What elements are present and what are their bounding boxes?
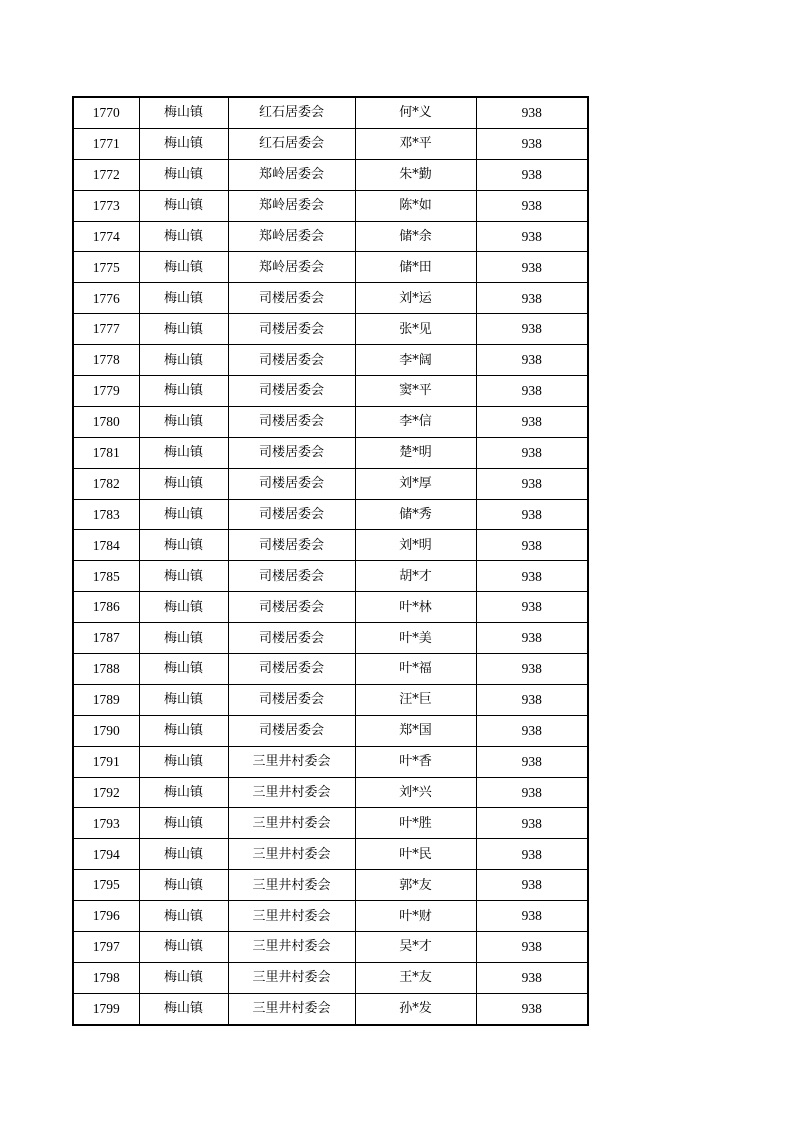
cell-serial-number: 1774 [73, 221, 139, 252]
cell-serial-number: 1796 [73, 901, 139, 932]
cell-serial-number: 1799 [73, 993, 139, 1024]
cell-person-name: 储*余 [355, 221, 476, 252]
cell-serial-number: 1778 [73, 345, 139, 376]
cell-person-name: 叶*财 [355, 901, 476, 932]
cell-town: 梅山镇 [139, 406, 228, 437]
cell-serial-number: 1776 [73, 283, 139, 314]
cell-town: 梅山镇 [139, 190, 228, 221]
cell-committee: 司楼居委会 [228, 468, 355, 499]
cell-amount: 938 [476, 190, 588, 221]
cell-amount: 938 [476, 715, 588, 746]
cell-person-name: 郑*国 [355, 715, 476, 746]
cell-person-name: 叶*香 [355, 746, 476, 777]
cell-amount: 938 [476, 592, 588, 623]
cell-person-name: 储*秀 [355, 499, 476, 530]
cell-person-name: 叶*胜 [355, 808, 476, 839]
cell-town: 梅山镇 [139, 870, 228, 901]
cell-person-name: 汪*巨 [355, 684, 476, 715]
cell-committee: 红石居委会 [228, 128, 355, 159]
cell-amount: 938 [476, 839, 588, 870]
cell-committee: 三里井村委会 [228, 962, 355, 993]
cell-committee: 司楼居委会 [228, 623, 355, 654]
cell-person-name: 吴*才 [355, 932, 476, 963]
cell-serial-number: 1780 [73, 406, 139, 437]
table-row [73, 808, 588, 839]
cell-committee: 三里井村委会 [228, 993, 355, 1024]
cell-amount: 938 [476, 932, 588, 963]
table-row [73, 221, 588, 252]
table-row [73, 932, 588, 963]
cell-committee: 三里井村委会 [228, 839, 355, 870]
cell-serial-number: 1770 [73, 97, 139, 128]
cell-town: 梅山镇 [139, 746, 228, 777]
cell-person-name: 刘*厚 [355, 468, 476, 499]
cell-committee: 司楼居委会 [228, 314, 355, 345]
cell-person-name: 叶*民 [355, 839, 476, 870]
table-row [73, 376, 588, 407]
cell-committee: 三里井村委会 [228, 901, 355, 932]
cell-committee: 司楼居委会 [228, 499, 355, 530]
cell-serial-number: 1773 [73, 190, 139, 221]
table-row [73, 252, 588, 283]
beneficiary-table [72, 96, 589, 1026]
cell-amount: 938 [476, 376, 588, 407]
cell-amount: 938 [476, 252, 588, 283]
cell-person-name: 陈*如 [355, 190, 476, 221]
cell-serial-number: 1790 [73, 715, 139, 746]
table-row [73, 715, 588, 746]
cell-serial-number: 1779 [73, 376, 139, 407]
cell-town: 梅山镇 [139, 623, 228, 654]
cell-committee: 郑岭居委会 [228, 221, 355, 252]
table-row [73, 314, 588, 345]
cell-person-name: 孙*发 [355, 993, 476, 1024]
cell-committee: 郑岭居委会 [228, 159, 355, 190]
cell-town: 梅山镇 [139, 221, 228, 252]
cell-town: 梅山镇 [139, 932, 228, 963]
table-row [73, 623, 588, 654]
cell-amount: 938 [476, 437, 588, 468]
cell-committee: 司楼居委会 [228, 561, 355, 592]
cell-committee: 司楼居委会 [228, 345, 355, 376]
cell-amount: 938 [476, 468, 588, 499]
cell-person-name: 张*见 [355, 314, 476, 345]
cell-town: 梅山镇 [139, 654, 228, 685]
table-row [73, 128, 588, 159]
cell-serial-number: 1782 [73, 468, 139, 499]
cell-town: 梅山镇 [139, 159, 228, 190]
cell-town: 梅山镇 [139, 345, 228, 376]
cell-committee: 司楼居委会 [228, 592, 355, 623]
cell-town: 梅山镇 [139, 561, 228, 592]
cell-amount: 938 [476, 746, 588, 777]
cell-person-name: 王*友 [355, 962, 476, 993]
cell-committee: 三里井村委会 [228, 932, 355, 963]
table-row [73, 592, 588, 623]
cell-town: 梅山镇 [139, 530, 228, 561]
cell-amount: 938 [476, 561, 588, 592]
cell-person-name: 何*义 [355, 97, 476, 128]
cell-person-name: 储*田 [355, 252, 476, 283]
cell-committee: 红石居委会 [228, 97, 355, 128]
cell-person-name: 李*信 [355, 406, 476, 437]
cell-amount: 938 [476, 221, 588, 252]
cell-committee: 三里井村委会 [228, 870, 355, 901]
cell-person-name: 窦*平 [355, 376, 476, 407]
table-row [73, 870, 588, 901]
table-row [73, 159, 588, 190]
cell-town: 梅山镇 [139, 715, 228, 746]
cell-amount: 938 [476, 777, 588, 808]
cell-serial-number: 1785 [73, 561, 139, 592]
table-row [73, 97, 588, 128]
cell-committee: 三里井村委会 [228, 746, 355, 777]
cell-town: 梅山镇 [139, 592, 228, 623]
cell-committee: 司楼居委会 [228, 437, 355, 468]
cell-person-name: 郭*友 [355, 870, 476, 901]
cell-town: 梅山镇 [139, 314, 228, 345]
cell-amount: 938 [476, 530, 588, 561]
cell-amount: 938 [476, 684, 588, 715]
cell-committee: 司楼居委会 [228, 654, 355, 685]
cell-person-name: 叶*福 [355, 654, 476, 685]
cell-amount: 938 [476, 623, 588, 654]
cell-town: 梅山镇 [139, 777, 228, 808]
cell-amount: 938 [476, 993, 588, 1024]
cell-amount: 938 [476, 283, 588, 314]
cell-amount: 938 [476, 159, 588, 190]
cell-person-name: 刘*运 [355, 283, 476, 314]
cell-amount: 938 [476, 870, 588, 901]
cell-town: 梅山镇 [139, 839, 228, 870]
cell-serial-number: 1777 [73, 314, 139, 345]
cell-town: 梅山镇 [139, 128, 228, 159]
cell-committee: 司楼居委会 [228, 376, 355, 407]
table-row [73, 993, 588, 1024]
table-row [73, 684, 588, 715]
cell-town: 梅山镇 [139, 97, 228, 128]
table-row [73, 962, 588, 993]
cell-amount: 938 [476, 962, 588, 993]
cell-town: 梅山镇 [139, 468, 228, 499]
cell-serial-number: 1797 [73, 932, 139, 963]
cell-serial-number: 1791 [73, 746, 139, 777]
table-row [73, 468, 588, 499]
cell-serial-number: 1788 [73, 654, 139, 685]
cell-serial-number: 1781 [73, 437, 139, 468]
cell-serial-number: 1786 [73, 592, 139, 623]
table-row [73, 406, 588, 437]
cell-town: 梅山镇 [139, 499, 228, 530]
table-row [73, 530, 588, 561]
cell-town: 梅山镇 [139, 962, 228, 993]
cell-person-name: 叶*林 [355, 592, 476, 623]
cell-town: 梅山镇 [139, 252, 228, 283]
cell-serial-number: 1775 [73, 252, 139, 283]
table-body [73, 97, 588, 1025]
table-row [73, 777, 588, 808]
cell-amount: 938 [476, 901, 588, 932]
cell-person-name: 朱*勤 [355, 159, 476, 190]
table-row [73, 901, 588, 932]
cell-committee: 郑岭居委会 [228, 252, 355, 283]
cell-amount: 938 [476, 345, 588, 376]
cell-person-name: 刘*兴 [355, 777, 476, 808]
cell-committee: 三里井村委会 [228, 777, 355, 808]
table-row [73, 654, 588, 685]
cell-town: 梅山镇 [139, 808, 228, 839]
cell-person-name: 刘*明 [355, 530, 476, 561]
cell-amount: 938 [476, 128, 588, 159]
cell-person-name: 叶*美 [355, 623, 476, 654]
cell-amount: 938 [476, 97, 588, 128]
table-row [73, 190, 588, 221]
cell-committee: 司楼居委会 [228, 406, 355, 437]
cell-town: 梅山镇 [139, 684, 228, 715]
table-row [73, 839, 588, 870]
table-row [73, 283, 588, 314]
cell-serial-number: 1772 [73, 159, 139, 190]
cell-committee: 三里井村委会 [228, 808, 355, 839]
cell-amount: 938 [476, 654, 588, 685]
cell-committee: 司楼居委会 [228, 684, 355, 715]
cell-amount: 938 [476, 406, 588, 437]
cell-serial-number: 1794 [73, 839, 139, 870]
cell-serial-number: 1771 [73, 128, 139, 159]
table-row [73, 345, 588, 376]
cell-serial-number: 1784 [73, 530, 139, 561]
cell-serial-number: 1793 [73, 808, 139, 839]
cell-person-name: 李*阔 [355, 345, 476, 376]
cell-committee: 司楼居委会 [228, 530, 355, 561]
cell-person-name: 胡*才 [355, 561, 476, 592]
cell-serial-number: 1789 [73, 684, 139, 715]
cell-amount: 938 [476, 314, 588, 345]
cell-amount: 938 [476, 499, 588, 530]
cell-town: 梅山镇 [139, 901, 228, 932]
cell-town: 梅山镇 [139, 283, 228, 314]
cell-person-name: 楚*明 [355, 437, 476, 468]
cell-amount: 938 [476, 808, 588, 839]
cell-serial-number: 1787 [73, 623, 139, 654]
table-row [73, 499, 588, 530]
cell-town: 梅山镇 [139, 437, 228, 468]
cell-person-name: 邓*平 [355, 128, 476, 159]
cell-serial-number: 1795 [73, 870, 139, 901]
cell-town: 梅山镇 [139, 376, 228, 407]
cell-serial-number: 1783 [73, 499, 139, 530]
table-row [73, 437, 588, 468]
table-row [73, 561, 588, 592]
cell-committee: 郑岭居委会 [228, 190, 355, 221]
cell-committee: 司楼居委会 [228, 283, 355, 314]
cell-committee: 司楼居委会 [228, 715, 355, 746]
cell-serial-number: 1792 [73, 777, 139, 808]
cell-serial-number: 1798 [73, 962, 139, 993]
cell-town: 梅山镇 [139, 993, 228, 1024]
table-row [73, 746, 588, 777]
